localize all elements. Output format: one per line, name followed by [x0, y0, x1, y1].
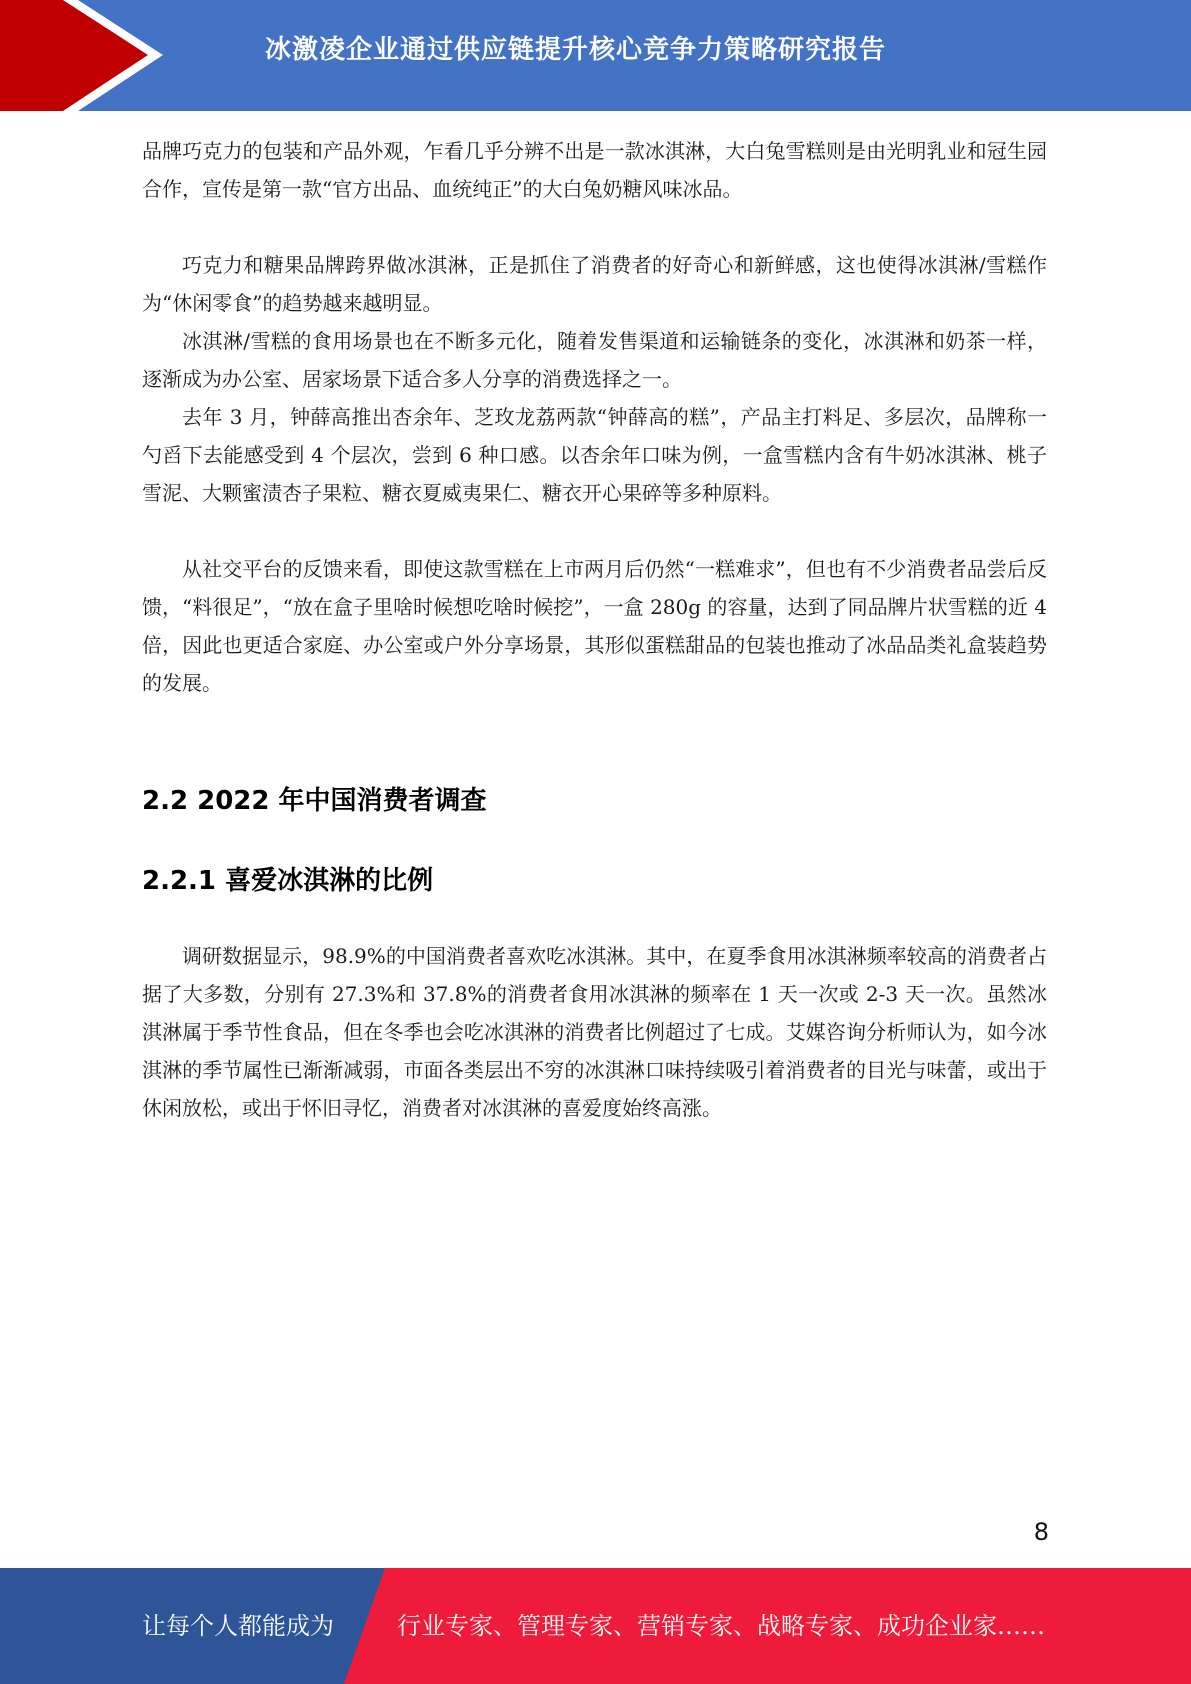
paragraph: 调研数据显示，98.9%的中国消费者喜欢吃冰淇淋。其中，在夏季食用冰淇淋频率较高的消费者占据了大多数，分别有 27.3%和 37.8%的消费者食用冰淇淋的频率在 1 天一次或 2-3 天一次。虽然冰淇淋属于季节性食品，但在冬季也会吃冰淇淋的消费者比例超过了七成。艾媒咨询分析师认为，如今冰淇淋的季节属性已渐渐减弱，市面各类层出不穷的冰淇淋口味持续吸引着消费者的目光与味蕾，或出于休闲放松，或出于怀旧寻忆，消费者对冰淇淋的喜爱度始终高涨。	[142, 944, 1047, 1120]
paragraph: 从社交平台的反馈来看，即使这款雪糕在上市两月后仍然“一糕难求”，但也有不少消费者品尝后反馈，“料很足”，“放在盒子里啥时候想吃啥时候挖”，一盒 280g 的容量，达到了同品牌片状雪糕的近 4 倍，因此也更适合家庭、办公室或户外分享场景，其形似蛋糕甜品的包装也推动了冰品品类礼盒装趋势的发展。	[142, 557, 1047, 695]
footer-banner	[0, 1568, 1191, 1684]
paragraph: 品牌巧克力的包装和产品外观，乍看几乎分辨不出是一款冰淇淋，大白兔雪糕则是由光明乳业和冠生园合作，宣传是第一款“官方出品、血统纯正”的大白兔奶糖风味冰品。	[142, 139, 1047, 201]
paragraph: 巧克力和糖果品牌跨界做冰淇淋，正是抓住了消费者的好奇心和新鲜感，这也使得冰淇淋/雪糕作为“休闲零食”的趋势越来越明显。	[142, 253, 1047, 315]
footer-slogan-right: 行业专家、管理专家、营销专家、战略专家、成功企业家……	[397, 1612, 1045, 1640]
footer-slogan-left: 让每个人都能成为	[142, 1612, 334, 1640]
section-heading: 2.2 2022 年中国消费者调查	[142, 786, 487, 816]
document-body	[142, 132, 1047, 1127]
header-banner	[0, 0, 1191, 111]
page-number: 8	[1033, 1518, 1049, 1546]
header-title: 冰激凌企业通过供应链提升核心竞争力策略研究报告	[265, 35, 887, 65]
subsection-heading: 2.2.1 喜爱冰淇淋的比例	[142, 866, 434, 896]
paragraph: 去年 3 月，钟薛高推出杏余年、芝玫龙荔两款“钟薛高的糕”，产品主打料足、多层次，品牌称一勺舀下去能感受到 4 个层次，尝到 6 种口感。以杏余年口味为例，一盒雪糕内含有牛奶冰淇淋、桃子雪泥、大颗蜜渍杏子果粒、糖衣夏威夷果仁、糖衣开心果碎等多种原料。	[142, 405, 1047, 505]
paragraph: 冰淇淋/雪糕的食用场景也在不断多元化，随着发售渠道和运输链条的变化，冰淇淋和奶茶一样，逐渐成为办公室、居家场景下适合多人分享的消费选择之一。	[142, 329, 1047, 391]
